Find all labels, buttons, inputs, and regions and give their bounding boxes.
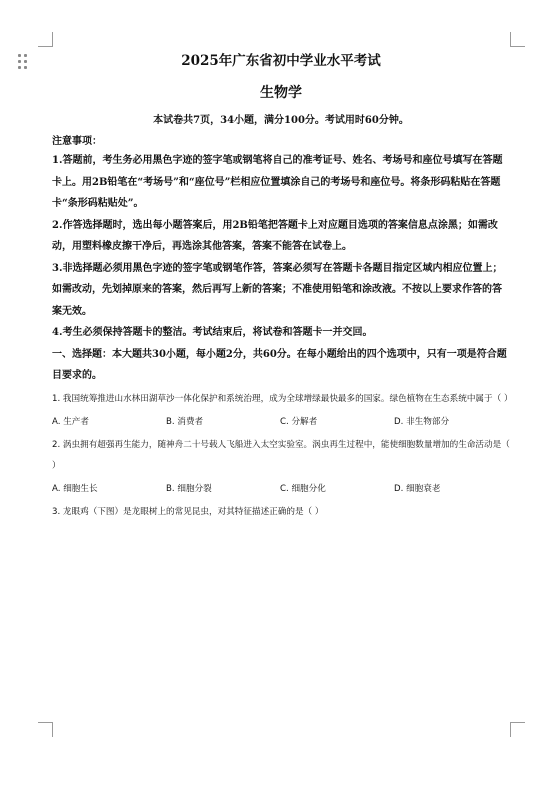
option-b: B. 消费者 bbox=[166, 416, 204, 427]
notice-heading: 注意事项： bbox=[52, 136, 102, 147]
option-a: A. 生产者 bbox=[52, 416, 89, 427]
notice-item-3: 3.非选择题必须用黑色字迹的签字笔或钢笔作答，答案必须写在答题卡各题目指定区域内相应位置上；如需改动，先划掉原来的答案，然后再写上新的答案；不准使用铅笔和涂改液。不按以上要求作答的答案无效。 bbox=[52, 262, 503, 317]
notice-item-1: 1.答题前，考生务必用黑色字迹的签字笔或钢笔将自己的准考证号、姓名、考场号和座位号填写在答题卡上。用2B铅笔在“考场号”和“座位号”栏相应位置填涂自己的考场号和座位号。将条形码粘贴在答题卡“条形码粘贴处”。 bbox=[52, 155, 503, 209]
margin-corner-top-left bbox=[38, 32, 53, 47]
exam-info: 本试卷共7页，34小题，满分100分。考试用时60分钟。 bbox=[153, 115, 409, 126]
exam-title: 2025年广东省初中学业水平考试 bbox=[181, 53, 381, 69]
question-2-stem: 2. 涡虫拥有超强再生能力，随神舟二十号载人飞船进入太空实验室。涡虫再生过程中，能使细胞数量增加的生命活动是（ ） bbox=[52, 439, 510, 471]
exam-subject: 生物学 bbox=[260, 85, 302, 101]
margin-corner-top-right bbox=[510, 32, 525, 47]
section-heading: 一、选择题：本大题共30小题，每小题2分，共60分。在每小题给出的四个选项中，只有一项是符合题目要求的。 bbox=[52, 348, 507, 381]
option-c: C. 分解者 bbox=[280, 416, 318, 427]
question-1-options bbox=[52, 412, 510, 433]
question-2-options bbox=[52, 479, 510, 500]
option-c: C. 细胞分化 bbox=[280, 483, 326, 494]
question-1-stem: 1. 我国统筹推进山水林田湖草沙一体化保护和系统治理，成为全球增绿最快最多的国家。绿色植物在生态系统中属于（ ） bbox=[52, 393, 513, 404]
document-page bbox=[52, 48, 513, 523]
question-3-stem: 3. 龙眼鸡（下图）是龙眼树上的常见昆虫，对其特征描述正确的是（ ） bbox=[52, 506, 324, 517]
option-b: B. 细胞分裂 bbox=[166, 483, 212, 494]
notice-item-4: 4.考生必须保持答题卡的整洁。考试结束后，将试卷和答题卡一并交回。 bbox=[52, 327, 373, 338]
notice-item-2: 2.作答选择题时，选出每小题答案后，用2B铅笔把答题卡上对应题目选项的答案信息点涂黑；如需改动，用塑料橡皮擦干净后，再选涂其他答案，答案不能答在试卷上。 bbox=[52, 219, 498, 252]
margin-corner-bottom-right bbox=[510, 722, 525, 737]
option-d: D. 细胞衰老 bbox=[394, 483, 441, 494]
drag-handle-icon[interactable] bbox=[18, 54, 28, 68]
margin-corner-bottom-left bbox=[38, 722, 53, 737]
option-a: A. 细胞生长 bbox=[52, 483, 98, 494]
option-d: D. 非生物部分 bbox=[394, 416, 450, 427]
